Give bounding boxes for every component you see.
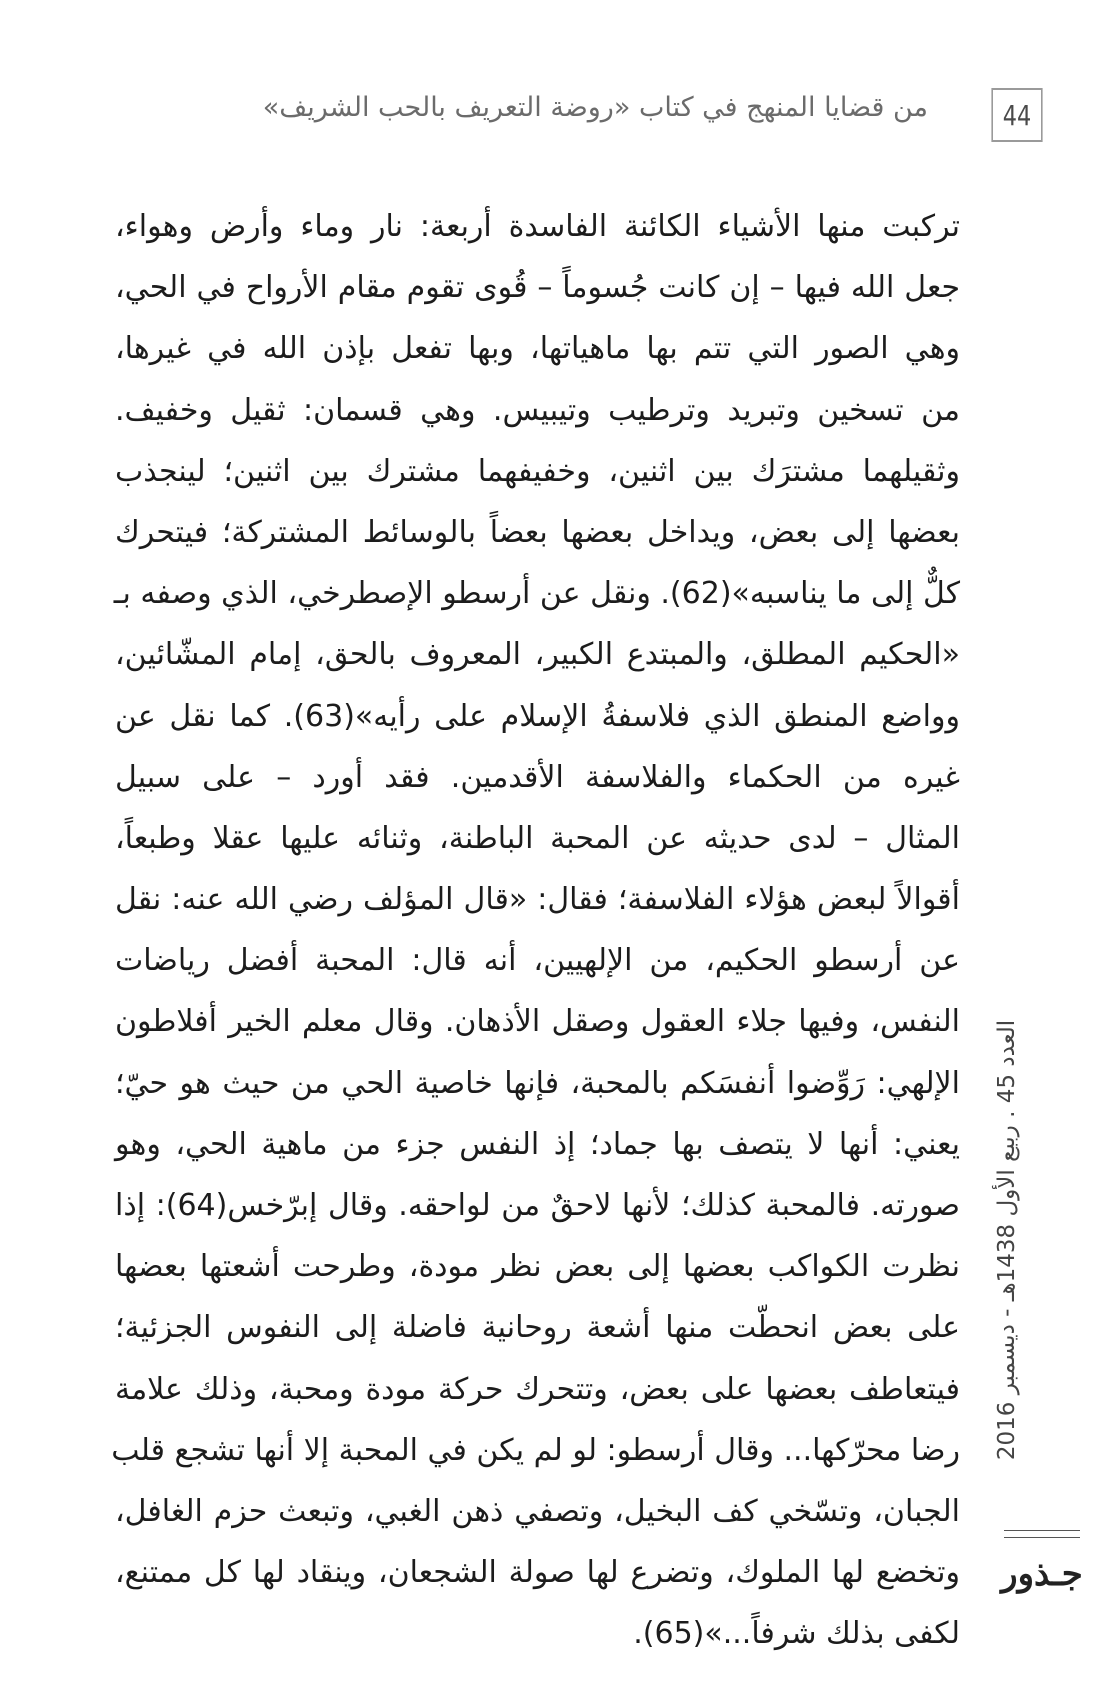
body-text	[111, 196, 960, 1665]
magazine-logo: جـذور	[1001, 1554, 1083, 1594]
margin-divider	[1004, 1530, 1080, 1538]
text-line: الإلهي: رَوِّضوا أنفسَكم بالمحبة، فإنها خاصية الحي من حيث هو حيّ؛	[115, 1065, 960, 1101]
text-line: على بعض انحطّت منها أشعة روحانية فاضلة إلى النفوس الجزئية؛	[115, 1310, 960, 1346]
text-line: كلٌّ إلى ما يناسبه»(62). ونقل عن أرسطو الإصطرخي، الذي وصفه بـ	[113, 576, 960, 612]
text-line: من تسخين وتبريد وترطيب وتيبيس. وهي قسمان: ثقيل وخفيف.	[115, 392, 960, 428]
text-line: صورته. فالمحبة كذلك؛ لأنها لاحقٌ من لواحقه. وقال إبرّخس(64): إذا	[115, 1188, 960, 1223]
text-line: النفس، وفيها جلاء العقول وصقل الأذهان. وقال معلم الخير أفلاطون	[115, 1004, 960, 1040]
text-line: تركبت منها الأشياء الكائنة الفاسدة أربعة: نار وماء وأرض وهواء،	[115, 209, 960, 244]
issue-info-text: العدد 45 . ربيع الأول 1438هـ - ديسمبر 2016	[994, 1019, 1020, 1461]
text-line: وواضع المنطق الذي فلاسفةُ الإسلام على رأيه»(63). كما نقل عن	[115, 698, 960, 734]
text-line: غيره من الحكماء والفلاسفة الأقدمين. فقد أورد – على سبيل	[115, 759, 960, 795]
text-line: عن أرسطو الحكيم، من الإلهيين، أنه قال: المحبة أفضل رياضات	[115, 943, 960, 979]
page-number: 44	[991, 88, 1042, 142]
text-line: يعني: أنها لا يتصف بها جماد؛ إذ النفس جزء من ماهية الحي، وهو	[115, 1126, 960, 1162]
text-line: أقوالاً لبعض هؤلاء الفلاسفة؛ فقال: «قال المؤلف رضي الله عنه: نقل	[115, 882, 960, 918]
text-line: «الحكيم المطلق، والمبتدع الكبير، المعروف بالحق، إمام المشّائين،	[115, 637, 960, 673]
text-line: نظرت الكواكب بعضها إلى بعض نظر مودة، وطرحت أشعتها بعضها	[115, 1249, 960, 1285]
text-line: بعضها إلى بعض، ويداخل بعضها بعضاً بالوسائط المشتركة؛ فيتحرك	[115, 514, 960, 550]
text-line: وتخضع لها الملوك، وتضرع لها صولة الشجعان، وينقاد لها كل ممتنع،	[115, 1555, 960, 1591]
text-line: وهي الصور التي تتم بها ماهياتها، وبها تفعل بإذن الله في غيرها،	[115, 331, 960, 367]
text-line: المثال – لدى حديثه عن المحبة الباطنة، وثنائه عليها عقلا وطبعاً،	[115, 820, 960, 856]
text-line: لكفى بذلك شرفاً...»(65).	[633, 1616, 960, 1652]
text-line: فيتعاطف بعضها على بعض، وتتحرك حركة مودة ومحبة، وذلك علامة	[115, 1371, 960, 1407]
running-header-title: من قضايا المنهج في كتاب «روضة التعريف بالحب الشريف»	[262, 92, 928, 123]
text-line: الجبان، وتسّخي كف البخيل، وتصفي ذهن الغبي، وتبعث حزم الغافل،	[115, 1493, 960, 1529]
text-line: جعل الله فيها – إن كانت جُسوماً – قُوى تقوم مقام الأرواح في الحي،	[115, 270, 960, 306]
text-line: رضا محرّكها... وقال أرسطو: لو لم يكن في المحبة إلا أنها تشجع قلب	[111, 1432, 960, 1468]
text-line: وثقيلهما مشترَك بين اثنين، وخفيفهما مشترك بين اثنين؛ لينجذب	[115, 453, 960, 489]
